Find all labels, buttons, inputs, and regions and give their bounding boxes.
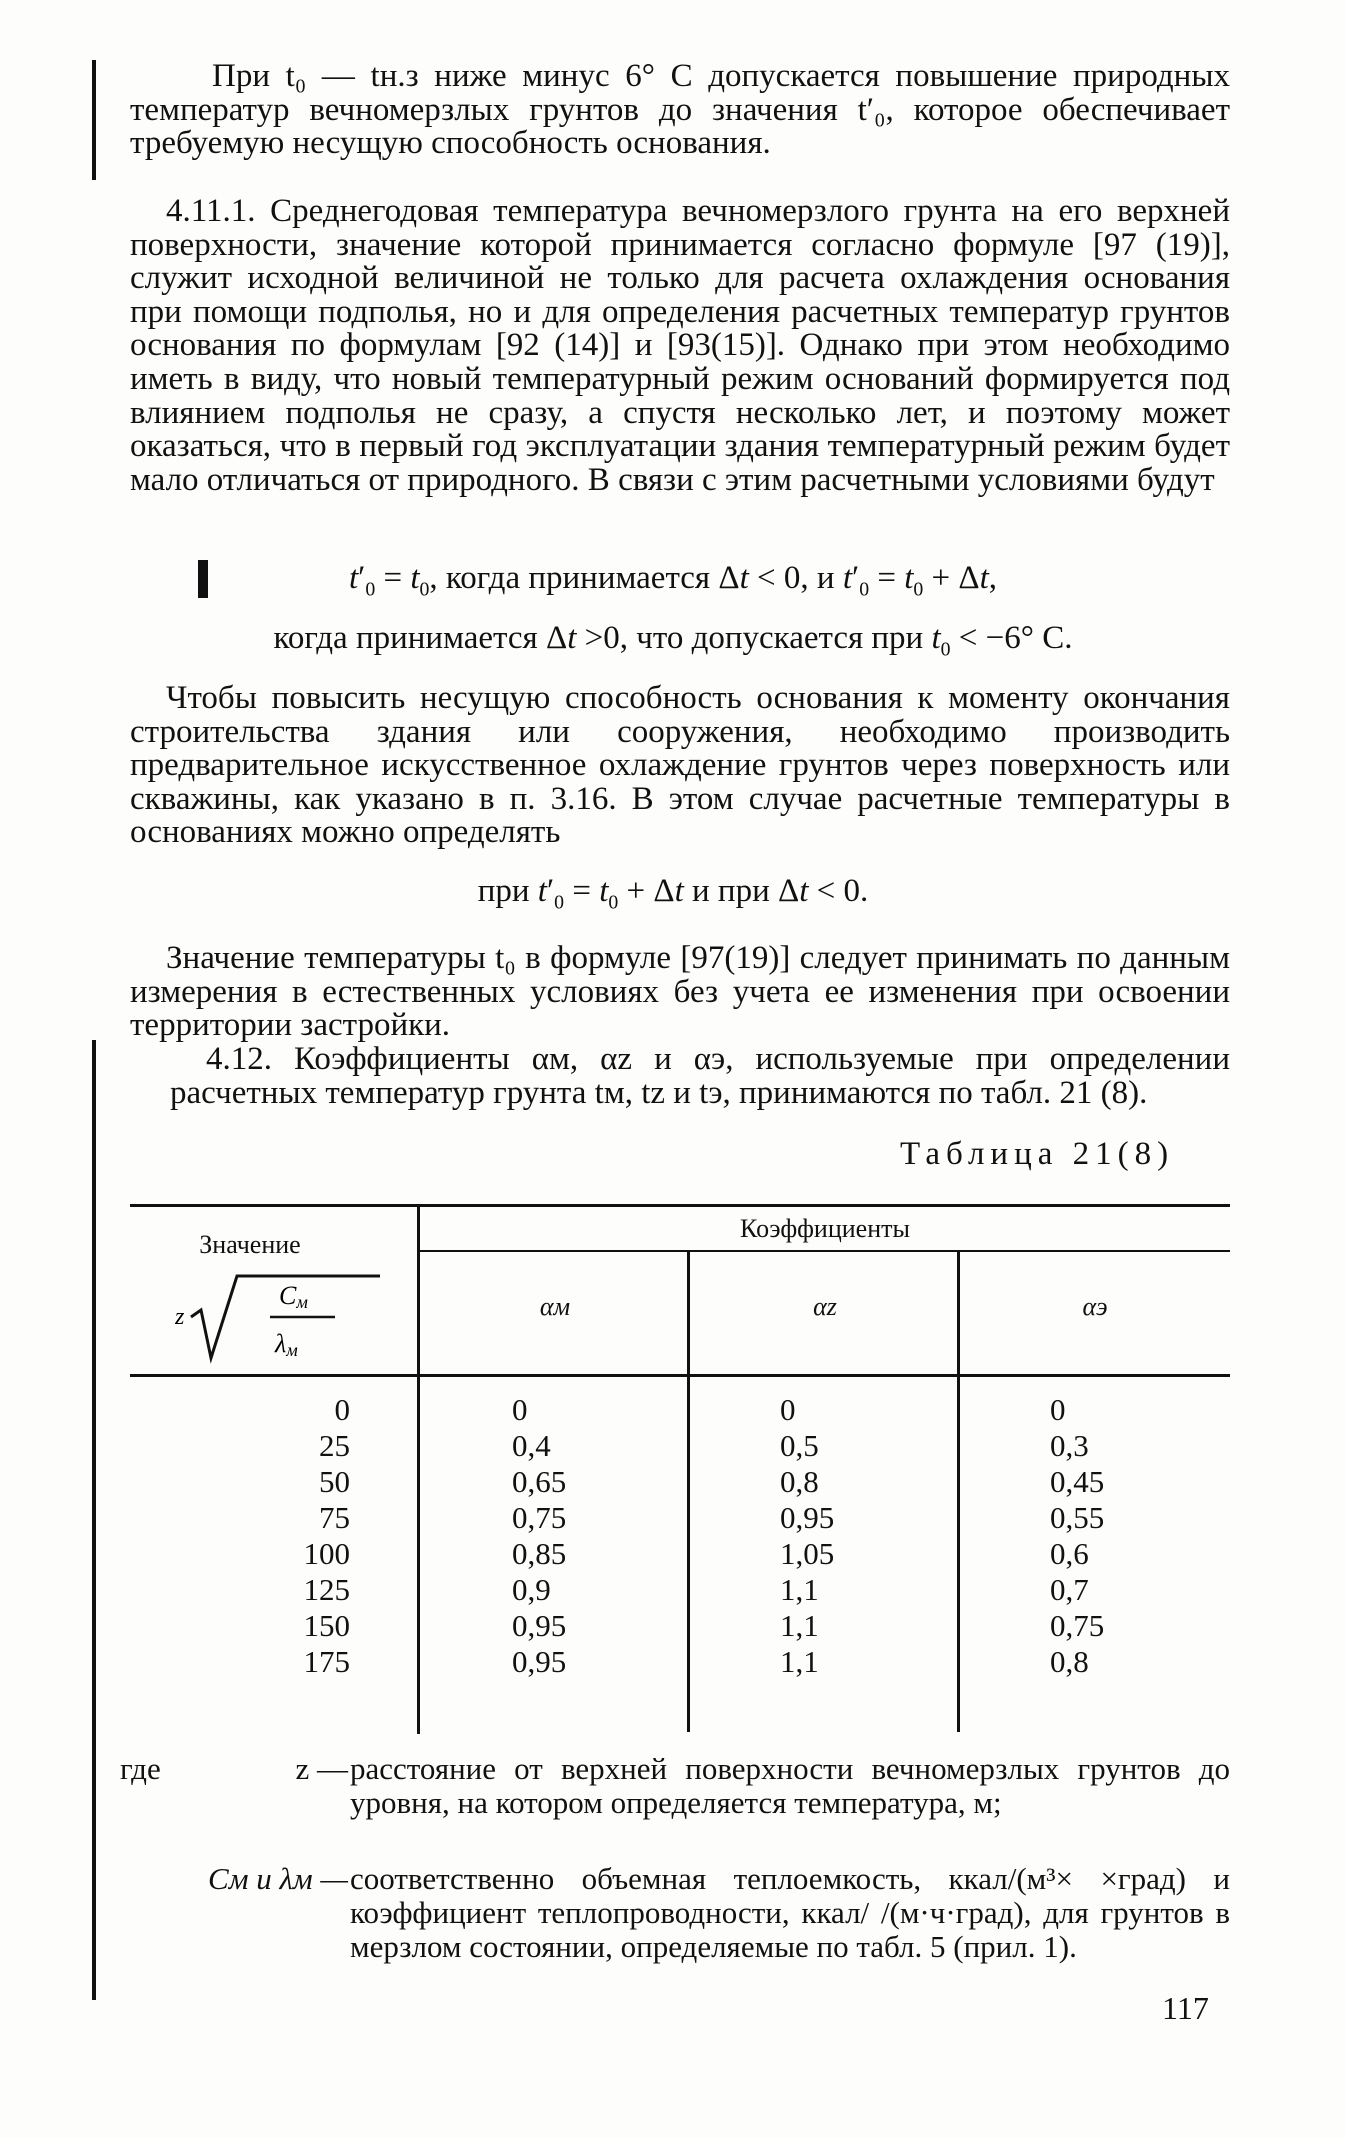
cell-alpha-z: 0: [780, 1392, 796, 1427]
def-text-z: расстояние от верхней поверхности вечномерзлых грунтов до уровня, на котором определяется температура, м;: [350, 1751, 1230, 1820]
def-text-c-lambda: соответственно объемная теплоемкость, ккал/(м³× ×град) и коэффициент теплопроводности, ккал/ /(м·ч·град), для грунтов в мерзлом состоянии, определяемые по табл. 5 (прил. 1).: [350, 1861, 1230, 1964]
cell-alpha-e: 0: [1050, 1392, 1066, 1427]
cell-z: 150: [303, 1608, 350, 1643]
cell-z: 175: [303, 1644, 350, 1679]
header-alpha-z: αz: [813, 1292, 837, 1321]
table-vline-1: [417, 1204, 420, 1734]
cell-alpha-z: 1,1: [780, 1608, 819, 1643]
cell-alpha-z: 1,05: [780, 1536, 835, 1571]
cell-alpha-m: 0,95: [512, 1644, 567, 1679]
cell-alpha-z: 0,95: [780, 1500, 835, 1535]
margin-change-bar-long: [92, 1040, 96, 2000]
cell-z: 75: [319, 1500, 350, 1535]
paragraph-4-11-1: 4.11.1. Среднегодовая температура вечномерзлого грунта на его верхней поверхности, значение которой принимается согласно формуле [97 (19)], служит исходной величиной не только для расчета охлаждения основания при помощи подполья, но и для определения расчетных температур грунтов основания по формулам [92 (14)] и [93(15)]. Однако при этом необходимо иметь в виду, что новый температурный режим оснований формируется под влиянием подполья не сразу, а спустя несколько лет, и поэтому может оказаться, что в первый год эксплуатации здания температурный режим будет мало отличаться от природного. В связи с этим расчетными условиями будут: [130, 193, 1230, 498]
cell-alpha-e: 0,45: [1050, 1464, 1105, 1499]
cell-z: 25: [319, 1428, 350, 1463]
cell-z: 0: [334, 1392, 350, 1427]
column-z: [230, 1392, 350, 1680]
column-alpha-e: [1050, 1392, 1220, 1680]
paragraph-t0: Значение температуры t₀ в формуле [97(19)] следует принимать по данным измерения в естественных условиях без учета ее изменения при освоении территории застройки.: [130, 940, 1230, 1044]
cell-alpha-m: 0: [512, 1392, 528, 1427]
formula-3: при $t'_0 = t_0 + \Delta t$ и при Δt < 0.: [477, 873, 869, 914]
header-alpha-e: αэ: [1082, 1292, 1108, 1321]
page-number: 117: [1162, 1990, 1209, 2026]
cell-alpha-z: 0,5: [780, 1428, 819, 1463]
table-vline-2: [687, 1252, 690, 1732]
cell-z: 100: [303, 1536, 350, 1571]
table-group-rule: [420, 1250, 1230, 1252]
where-label: где: [120, 1751, 161, 1786]
paragraph-cooling: Чтобы повысить несущую способность основания к моменту окончания строительства здания или сооружения, необходимо производить предварительное искусственное охлаждение грунтов через поверхность или скважины, как указано в п. 3.16. В этом случае расчетные температуры в основаниях можно определять: [130, 680, 1230, 851]
paragraph-4-12: 4.12. Коэффициенты αм, αz и αэ, используемые при определении расчетных температур грунта tм, tz и tэ, принимаются по табл. 21 (8).: [170, 1041, 1230, 1111]
cell-z: 125: [303, 1572, 350, 1607]
cell-alpha-e: 0,55: [1050, 1500, 1105, 1535]
column-alpha-m: [512, 1392, 682, 1680]
cell-alpha-e: 0,75: [1050, 1608, 1105, 1643]
table-caption: Таблица 21(8): [900, 1136, 1175, 1172]
cell-alpha-m: 0,75: [512, 1500, 567, 1535]
cell-alpha-m: 0,95: [512, 1608, 567, 1643]
cell-alpha-z: 1,1: [780, 1572, 819, 1607]
cell-alpha-m: 0,85: [512, 1536, 567, 1571]
cell-z: 50: [319, 1464, 350, 1499]
def-symbol-c-lambda: Cм и λм —: [208, 1861, 348, 1896]
cell-alpha-m: 0,4: [512, 1428, 551, 1463]
header-alpha-m: αм: [539, 1292, 571, 1321]
svg-text:Cм: Cм: [279, 1281, 308, 1312]
formula-1: $t'_0 = t_0$, когда принимается Δt < 0, и $t'_0 = t_0 + \Delta t$,: [348, 560, 998, 601]
paragraph-intro: При t₀ — tн.з ниже минус 6° С допускается повышение природных температур вечномерзлых грунтов до значения t′₀, которое обеспечивает требуемую несущую способность основания.: [130, 58, 1230, 162]
cell-alpha-e: 0,3: [1050, 1428, 1089, 1463]
header-coefficients: Коэффициенты: [740, 1214, 910, 1243]
svg-text:λм: λм: [275, 1329, 298, 1360]
cell-alpha-e: 0,7: [1050, 1572, 1089, 1607]
margin-change-bar: [92, 60, 96, 180]
cell-alpha-e: 0,6: [1050, 1536, 1089, 1571]
cell-alpha-z: 1,1: [780, 1644, 819, 1679]
cell-alpha-m: 0,65: [512, 1464, 567, 1499]
cell-alpha-z: 0,8: [780, 1464, 819, 1499]
cell-alpha-m: 0,9: [512, 1572, 551, 1607]
column-alpha-z: [780, 1392, 950, 1680]
cell-alpha-e: 0,8: [1050, 1644, 1089, 1679]
def-symbol-z: z —: [295, 1751, 348, 1786]
table-header-rule: [130, 1374, 1230, 1377]
sqrt-header-formula: [175, 1262, 395, 1372]
svg-text:z: z: [175, 1304, 185, 1330]
table-top-rule: [130, 1204, 1230, 1207]
formula-2: когда принимается Δt >0, что допускается при $t_0 < -6^\circ$ C.: [273, 620, 1073, 661]
header-znachenie: Значение: [199, 1230, 301, 1259]
table-vline-3: [957, 1252, 960, 1732]
